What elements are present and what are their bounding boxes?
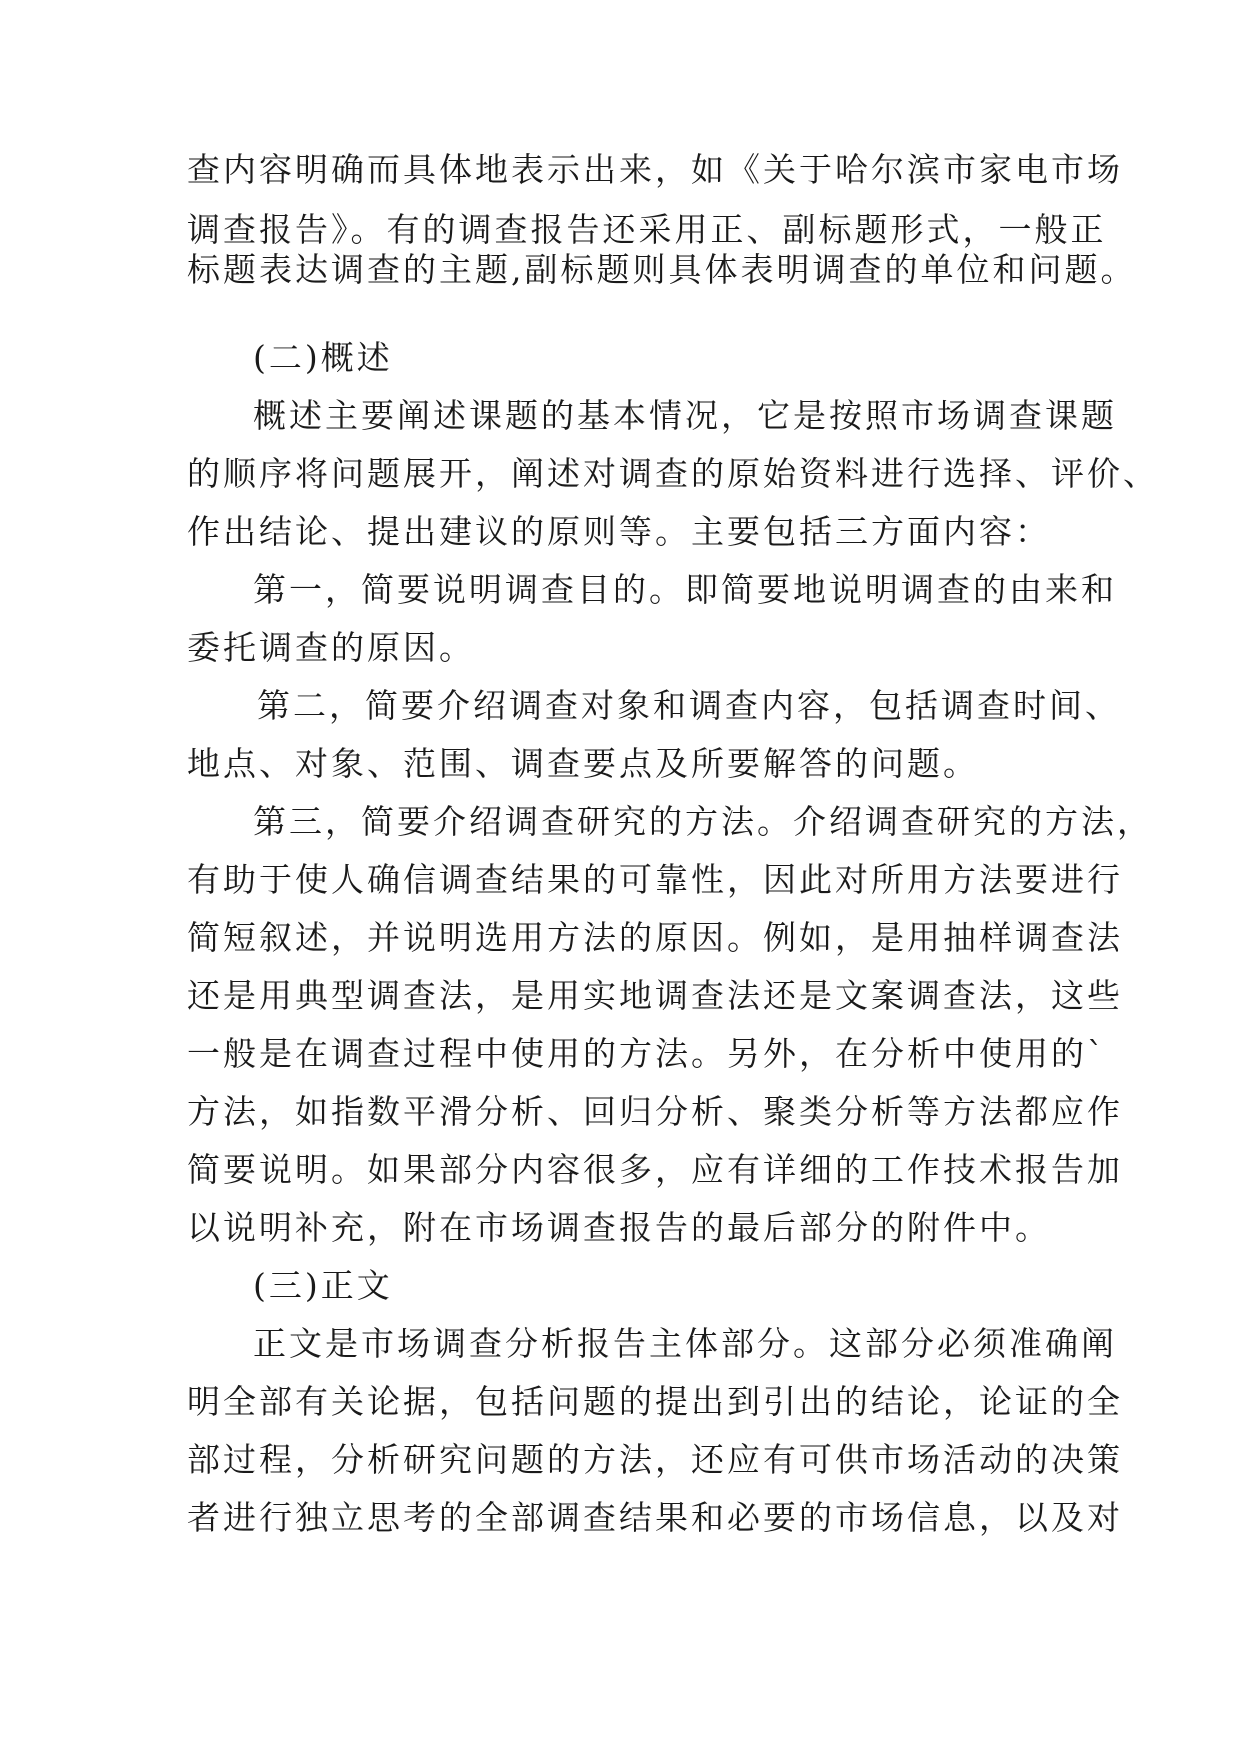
text-line: 者进行独立思考的全部调查结果和必要的市场信息，以及对 — [187, 1498, 1123, 1537]
text-line: 正文是市场调查分析报告主体部分。这部分必须准确阐 — [253, 1324, 1117, 1363]
text-line: 第二，简要介绍调查对象和调查内容，包括调查时间、 — [257, 686, 1121, 725]
text-line: 简要说明。如果部分内容很多，应有详细的工作技术报告加 — [187, 1150, 1123, 1189]
text-line: 部过程，分析研究问题的方法，还应有可供市场活动的决策 — [187, 1440, 1123, 1479]
text-line: 简短叙述，并说明选用方法的原因。例如，是用抽样调查法 — [187, 918, 1123, 957]
text-line: 的顺序将问题展开，阐述对调查的原始资料进行选择、评价、 — [187, 454, 1159, 493]
text-line: 第一，简要说明调查目的。即简要地说明调查的由来和 — [253, 570, 1117, 609]
text-line: 地点、对象、范围、调查要点及所要解答的问题。 — [187, 744, 979, 783]
text-line: 查内容明确而具体地表示出来，如《关于哈尔滨市家电市场 — [187, 150, 1123, 189]
text-line: 方法，如指数平滑分析、回归分析、聚类分析等方法都应作 — [187, 1092, 1123, 1131]
text-line: 概述主要阐述课题的基本情况，它是按照市场调查课题 — [253, 396, 1117, 435]
text-line: 还是用典型调查法，是用实地调查法还是文案调查法，这些 — [187, 976, 1123, 1015]
section-heading: (三)正文 — [253, 1266, 393, 1305]
text-line: 调查报告》。有的调查报告还采用正、副标题形式，一般正 — [187, 210, 1107, 249]
text-line: 作出结论、提出建议的原则等。主要包括三方面内容： — [187, 512, 1051, 551]
text-line: 委托调查的原因。 — [187, 628, 475, 667]
text-line: 一般是在调查过程中使用的方法。另外，在分析中使用的` — [187, 1034, 1107, 1073]
text-line: 第三，简要介绍调查研究的方法。介绍调查研究的方法， — [253, 802, 1153, 841]
text-line: 有助于使人确信调查结果的可靠性，因此对所用方法要进行 — [187, 860, 1123, 899]
section-heading: (二)概述 — [253, 338, 393, 377]
text-line: 以说明补充，附在市场调查报告的最后部分的附件中。 — [187, 1208, 1051, 1247]
text-line: 标题表达调查的主题,副标题则具体表明调查的单位和问题。 — [187, 250, 1137, 289]
text-line: 明全部有关论据，包括问题的提出到引出的结论，论证的全 — [187, 1382, 1123, 1421]
